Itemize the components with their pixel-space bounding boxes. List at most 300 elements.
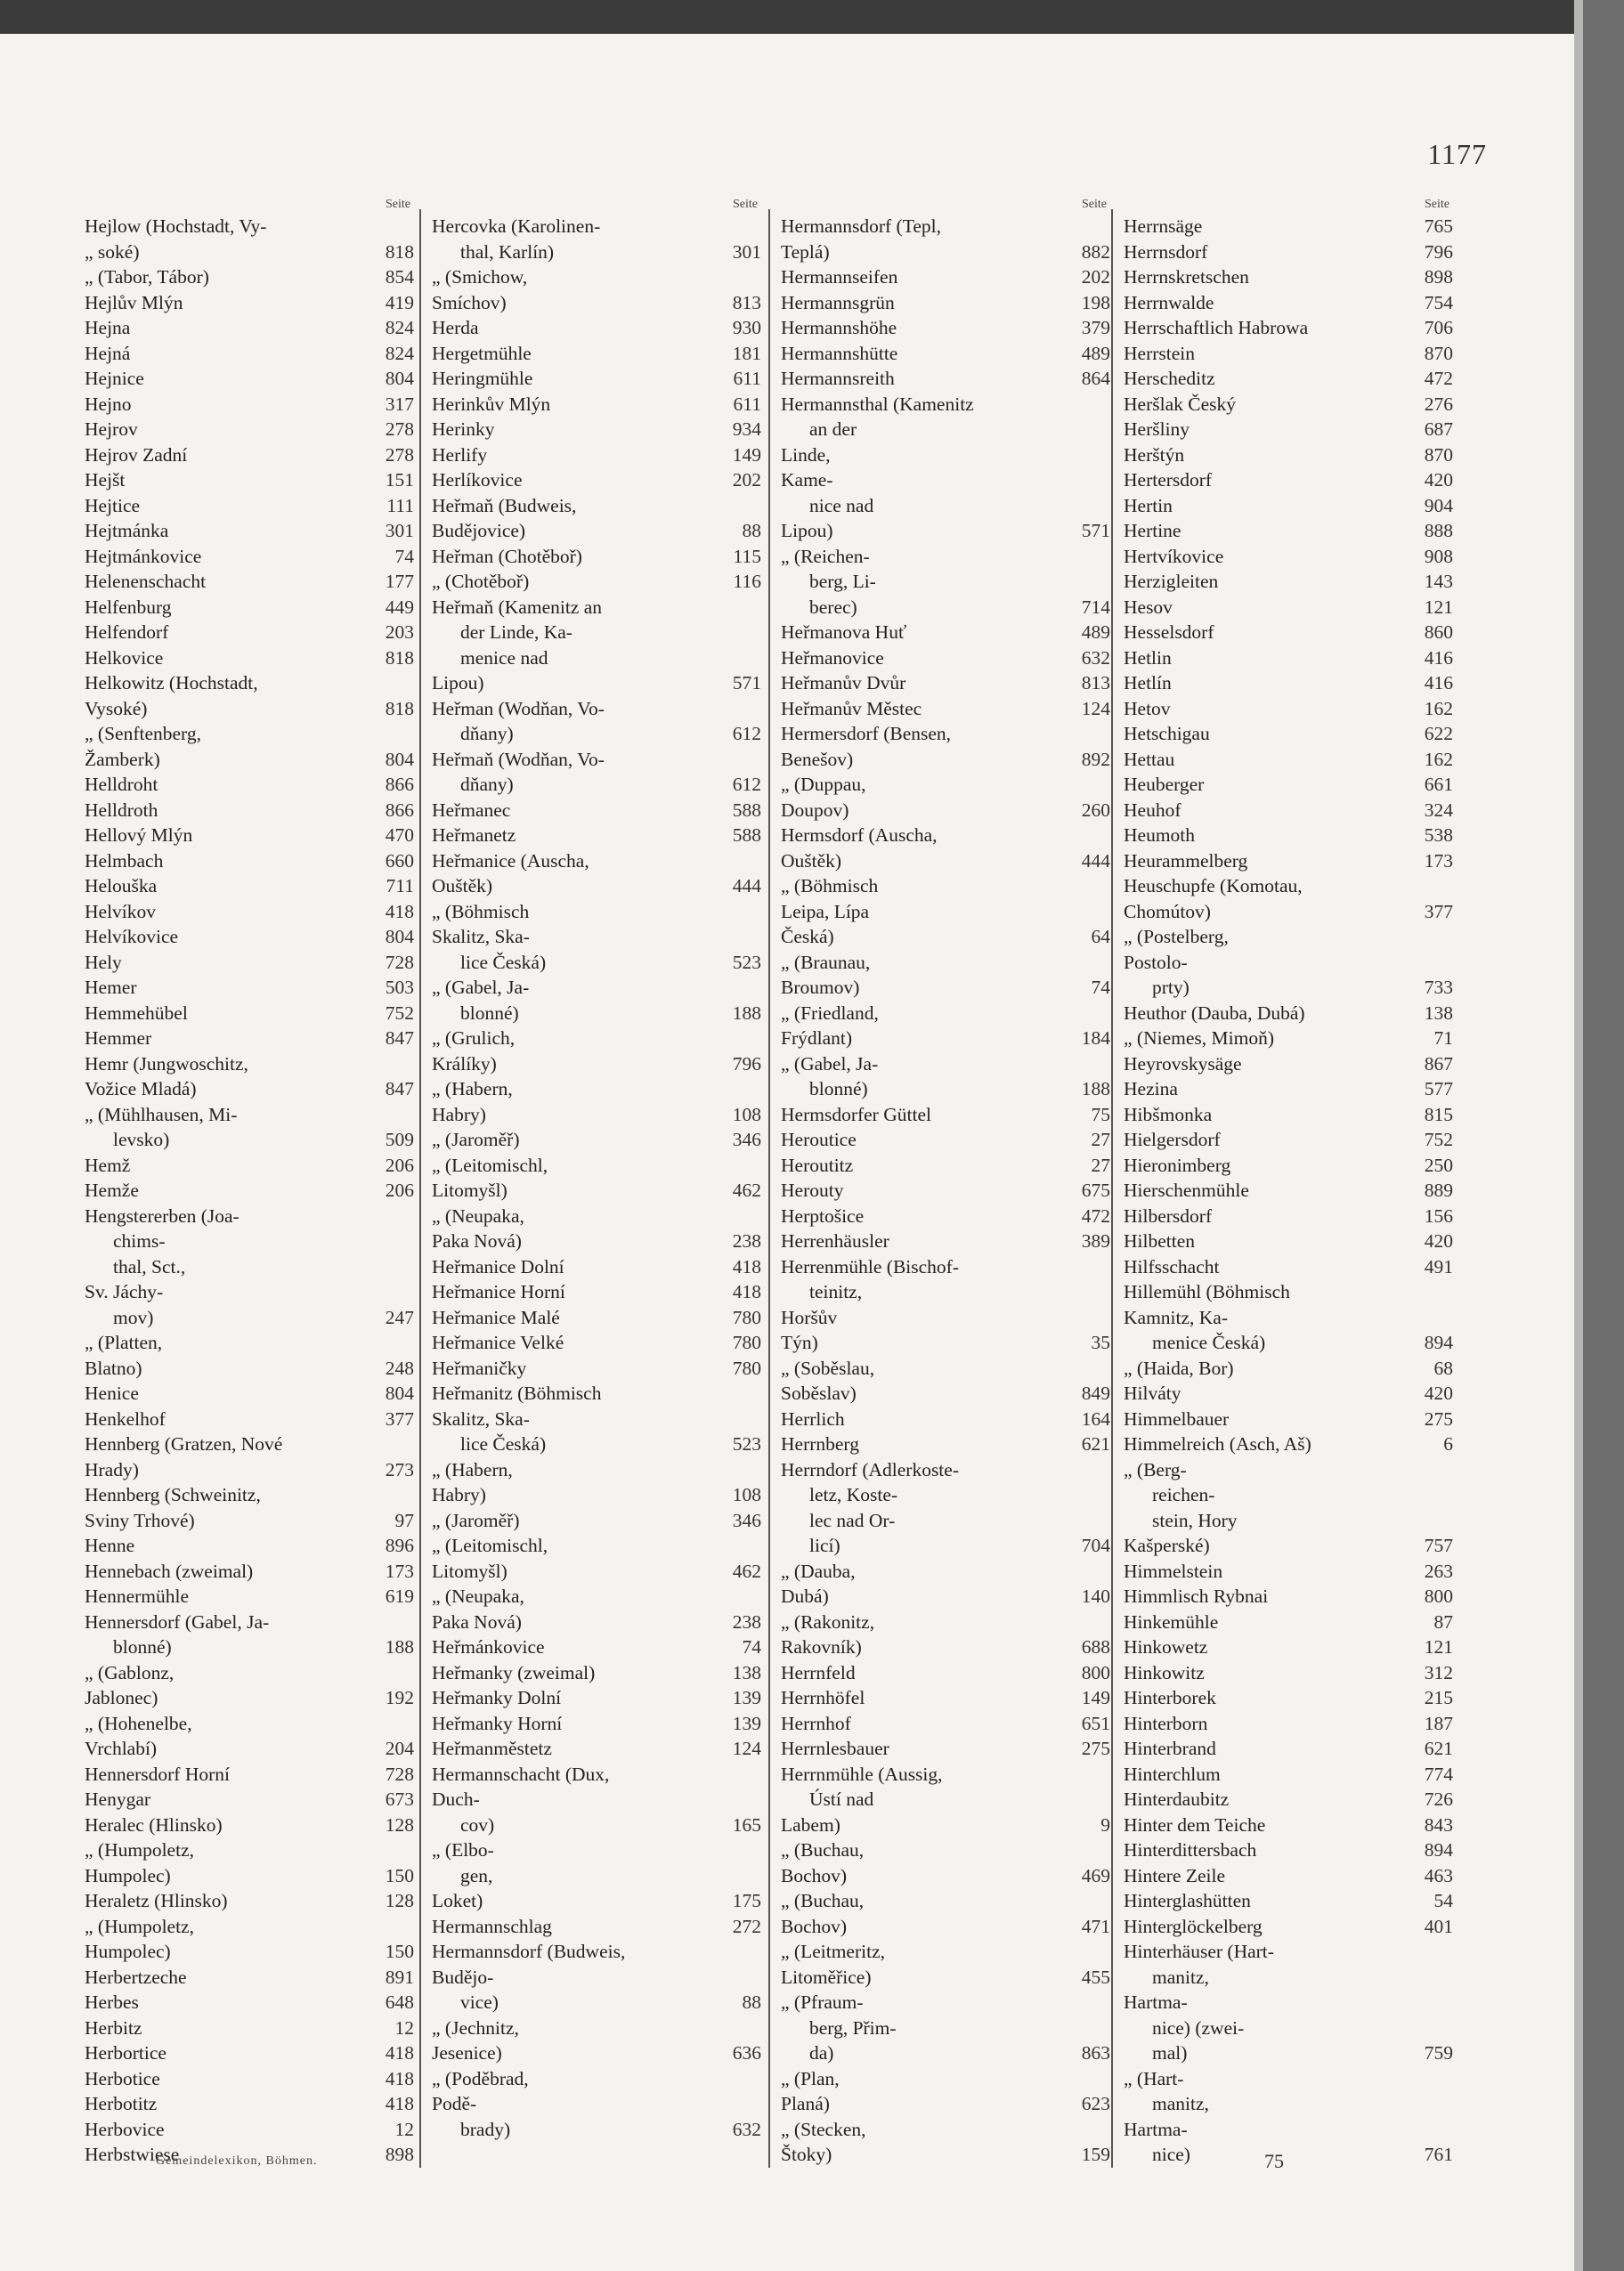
entry-place-name: „ (Grulich, bbox=[432, 1027, 516, 1049]
index-entry bbox=[781, 2040, 1110, 2066]
entry-place-name: Hejna bbox=[85, 317, 131, 338]
entry-page-ref: 688 bbox=[1081, 1636, 1110, 1658]
entry-place-name: „ (Postelberg, bbox=[1124, 926, 1229, 947]
entry-place-name: „ (Habern, bbox=[432, 1078, 513, 1099]
index-entry bbox=[432, 899, 761, 925]
entry-page-ref: 162 bbox=[1424, 748, 1453, 770]
entry-page-ref: 444 bbox=[1081, 849, 1110, 872]
entry-page-ref: 471 bbox=[1081, 1915, 1110, 1937]
entry-page-ref: 444 bbox=[732, 875, 761, 896]
index-entry bbox=[1124, 341, 1453, 367]
entry-page-ref: 651 bbox=[1081, 1712, 1110, 1734]
index-entry bbox=[432, 1610, 761, 1635]
entry-place-name: „ (Senftenberg, bbox=[85, 723, 201, 744]
index-entry bbox=[781, 518, 1110, 544]
index-entry bbox=[85, 1407, 414, 1432]
entry-place-name: Hrady) bbox=[85, 1458, 139, 1480]
entry-page-ref: 796 bbox=[732, 1052, 761, 1075]
entry-place-name: an der bbox=[809, 418, 857, 440]
entry-place-name: Štoky) bbox=[781, 2144, 832, 2165]
entry-place-name: Heralec (Hlinsko) bbox=[85, 1813, 223, 1836]
entry-place-name: Heumoth bbox=[1124, 824, 1196, 846]
entry-page-ref: 156 bbox=[1424, 1204, 1453, 1227]
index-entry bbox=[432, 595, 761, 620]
index-entry bbox=[85, 315, 414, 341]
index-entry bbox=[85, 1279, 414, 1305]
entry-place-name: Hellový Mlýn bbox=[85, 824, 193, 846]
entry-place-name: Litomyšl) bbox=[432, 1180, 508, 1201]
entry-place-name: Hillemühl (Böhmisch bbox=[1124, 1281, 1290, 1302]
entry-place-name: Sviny Trhové) bbox=[85, 1509, 195, 1531]
entry-place-name: Žamberk) bbox=[85, 748, 160, 770]
index-entry bbox=[85, 214, 414, 239]
entry-page-ref: 108 bbox=[732, 1103, 761, 1125]
entry-place-name: „ (Neupaka, bbox=[432, 1204, 524, 1227]
index-entry bbox=[781, 899, 1110, 925]
entry-place-name: Heřmanice Velké bbox=[432, 1332, 564, 1353]
entry-page-ref: 88 bbox=[742, 1991, 761, 2013]
index-entry bbox=[781, 645, 1110, 671]
entry-page-ref: 71 bbox=[1433, 1027, 1453, 1049]
index-entry bbox=[432, 392, 761, 418]
entry-page-ref: 622 bbox=[1424, 723, 1453, 744]
entry-page-ref: 64 bbox=[1091, 926, 1110, 947]
entry-page-ref: 68 bbox=[1433, 1357, 1453, 1379]
index-entry bbox=[1124, 1939, 1453, 1965]
entry-page-ref: 538 bbox=[1424, 824, 1453, 846]
entry-page-ref: 416 bbox=[1424, 672, 1453, 693]
entry-page-ref: 843 bbox=[1424, 1813, 1453, 1836]
entry-page-ref: 139 bbox=[732, 1687, 761, 1708]
index-entry bbox=[1124, 2040, 1453, 2066]
entry-page-ref: 804 bbox=[385, 926, 414, 947]
index-entry bbox=[1124, 1254, 1453, 1280]
entry-place-name: Hemže bbox=[85, 1180, 139, 1201]
index-entry bbox=[1124, 1762, 1453, 1788]
entry-page-ref: 121 bbox=[1424, 1636, 1453, 1658]
entry-place-name: Podě- bbox=[432, 2093, 477, 2114]
index-entry bbox=[85, 1102, 414, 1128]
entry-place-name: Heřmanův Městec bbox=[781, 697, 922, 719]
index-entry bbox=[781, 1762, 1110, 1788]
index-entry bbox=[1124, 2091, 1453, 2117]
entry-place-name: Heyrovskysäge bbox=[1124, 1052, 1242, 1075]
entry-place-name: Heřmanitz (Böhmisch bbox=[432, 1383, 602, 1404]
index-entry bbox=[432, 1685, 761, 1711]
entry-place-name: Herbstwiese bbox=[85, 2144, 180, 2165]
entry-page-ref: 455 bbox=[1081, 1966, 1110, 1988]
entry-place-name: thal, Karlín) bbox=[460, 240, 555, 263]
entry-place-name: Heřmanice Malé bbox=[432, 1306, 560, 1328]
entry-place-name: stein, Hory bbox=[1152, 1509, 1238, 1531]
index-entry bbox=[1124, 645, 1453, 671]
entry-place-name: Henne bbox=[85, 1535, 135, 1556]
entry-place-name: Hemr (Jungwoschitz, bbox=[85, 1052, 248, 1075]
entry-page-ref: 619 bbox=[385, 1586, 414, 1607]
entry-place-name: Hejnice bbox=[85, 368, 144, 389]
entry-place-name: mal) bbox=[1152, 2042, 1188, 2064]
entry-page-ref: 804 bbox=[385, 748, 414, 770]
index-entry bbox=[1124, 899, 1453, 925]
entry-page-ref: 418 bbox=[385, 2067, 414, 2089]
index-entry bbox=[85, 1432, 414, 1457]
index-entry bbox=[1124, 1533, 1453, 1559]
index-entry bbox=[432, 1229, 761, 1254]
entry-place-name: Vysoké) bbox=[85, 697, 148, 719]
index-entry bbox=[85, 1914, 414, 1940]
column-divider bbox=[768, 209, 770, 2168]
entry-place-name: „ (Neupaka, bbox=[432, 1586, 524, 1607]
entry-page-ref: 752 bbox=[385, 1002, 414, 1024]
entry-page-ref: 503 bbox=[385, 977, 414, 998]
entry-page-ref: 854 bbox=[385, 266, 414, 288]
entry-place-name: Loket) bbox=[432, 1890, 483, 1911]
entry-page-ref: 177 bbox=[385, 571, 414, 592]
entry-place-name: Hermannseifen bbox=[781, 266, 898, 288]
entry-page-ref: 115 bbox=[733, 545, 761, 567]
entry-place-name: Himmelstein bbox=[1124, 1560, 1223, 1582]
entry-place-name: Hennberg (Schweinitz, bbox=[85, 1484, 261, 1505]
entry-page-ref: 188 bbox=[385, 1636, 414, 1658]
entry-place-name: Helouška bbox=[85, 875, 158, 896]
index-entry bbox=[85, 1533, 414, 1559]
entry-place-name: Hielgersdorf bbox=[1124, 1129, 1221, 1150]
index-entry bbox=[85, 798, 414, 823]
index-entry bbox=[432, 873, 761, 899]
entry-place-name: Heřman (Wodňan, Vo- bbox=[432, 697, 605, 719]
index-entry bbox=[85, 2091, 414, 2117]
entry-page-ref: 780 bbox=[732, 1306, 761, 1328]
entry-place-name: Helldroth bbox=[85, 799, 158, 821]
index-entry bbox=[781, 290, 1110, 316]
index-entry bbox=[85, 1965, 414, 1991]
entry-place-name: Humpolec) bbox=[85, 1864, 171, 1886]
entry-page-ref: 824 bbox=[385, 317, 414, 338]
index-entry bbox=[85, 1229, 414, 1254]
entry-page-ref: 418 bbox=[385, 2042, 414, 2064]
entry-place-name: Sv. Jáchy- bbox=[85, 1281, 164, 1302]
index-entry bbox=[432, 1482, 761, 1508]
index-entry bbox=[1124, 1914, 1453, 1940]
entry-place-name: Herrnwalde bbox=[1124, 291, 1214, 313]
entry-place-name: Habry) bbox=[432, 1484, 486, 1505]
index-entry bbox=[781, 417, 1110, 442]
index-entry bbox=[85, 1837, 414, 1863]
index-entry bbox=[432, 1407, 761, 1432]
index-entry bbox=[781, 1305, 1110, 1331]
entry-page-ref: 847 bbox=[385, 1078, 414, 1099]
entry-place-name: Herouty bbox=[781, 1180, 844, 1201]
entry-page-ref: 324 bbox=[1424, 799, 1453, 821]
entry-place-name: „ (Chotěboř) bbox=[432, 571, 530, 592]
index-entry bbox=[781, 1787, 1110, 1813]
entry-place-name: „ (Leitmeritz, bbox=[781, 1941, 885, 1962]
entry-place-name: Hejrov Zadní bbox=[85, 443, 188, 466]
index-entry bbox=[1124, 924, 1453, 950]
index-entry bbox=[432, 1153, 761, 1179]
entry-place-name: Herrenhäusler bbox=[781, 1230, 889, 1252]
entry-page-ref: 377 bbox=[385, 1407, 414, 1430]
index-entry bbox=[85, 1888, 414, 1914]
entry-place-name: Herrnskretschen bbox=[1124, 266, 1249, 288]
index-entry bbox=[85, 1990, 414, 2016]
entry-place-name: nice nad bbox=[809, 494, 874, 516]
entry-page-ref: 12 bbox=[394, 2016, 414, 2039]
index-entry bbox=[85, 1127, 414, 1153]
index-entry bbox=[85, 1204, 414, 1229]
entry-page-ref: 346 bbox=[732, 1129, 761, 1150]
index-entry bbox=[781, 798, 1110, 823]
entry-page-ref: 202 bbox=[732, 469, 761, 491]
index-entry bbox=[1124, 1229, 1453, 1254]
index-entry bbox=[432, 239, 761, 265]
entry-page-ref: 489 bbox=[1081, 342, 1110, 364]
entry-page-ref: 238 bbox=[732, 1610, 761, 1633]
entry-place-name: Skalitz, Ska- bbox=[432, 926, 530, 947]
column-header-seite: Seite bbox=[1425, 198, 1449, 211]
index-entry bbox=[85, 1634, 414, 1660]
index-entry bbox=[432, 1533, 761, 1559]
entry-page-ref: 888 bbox=[1424, 520, 1453, 541]
index-entry bbox=[1124, 1660, 1453, 1686]
entry-place-name: „ (Leitomischl, bbox=[432, 1154, 548, 1176]
entry-page-ref: 780 bbox=[732, 1332, 761, 1353]
scan-border-top bbox=[0, 0, 1624, 34]
entry-page-ref: 418 bbox=[732, 1281, 761, 1302]
index-entry bbox=[432, 1102, 761, 1128]
index-entry bbox=[781, 239, 1110, 265]
column-header-seite: Seite bbox=[733, 198, 758, 211]
entry-place-name: Heuthor (Dauba, Dubá) bbox=[1124, 1002, 1305, 1024]
index-entry bbox=[432, 1863, 761, 1889]
index-entry bbox=[1124, 1559, 1453, 1585]
entry-place-name: Hartma- bbox=[1124, 1991, 1188, 2013]
entry-place-name: Herštýn bbox=[1124, 443, 1185, 466]
entry-page-ref: 248 bbox=[385, 1357, 414, 1379]
index-entry bbox=[1124, 1685, 1453, 1711]
entry-page-ref: 930 bbox=[732, 317, 761, 338]
entry-page-ref: 892 bbox=[1081, 748, 1110, 770]
entry-page-ref: 140 bbox=[1081, 1586, 1110, 1607]
entry-page-ref: 188 bbox=[732, 1002, 761, 1024]
index-entry bbox=[1124, 950, 1453, 976]
index-entry bbox=[1124, 417, 1453, 442]
index-entry bbox=[781, 1254, 1110, 1280]
index-entry bbox=[85, 366, 414, 392]
entry-place-name: Habry) bbox=[432, 1103, 486, 1125]
entry-place-name: Heřmanec bbox=[432, 799, 511, 821]
entry-page-ref: 260 bbox=[1081, 799, 1110, 821]
entry-page-ref: 611 bbox=[733, 368, 761, 389]
index-entry bbox=[432, 1660, 761, 1686]
index-entry bbox=[781, 544, 1110, 570]
entry-place-name: „ (Smichow, bbox=[432, 266, 528, 288]
entry-place-name: licí) bbox=[809, 1535, 840, 1556]
index-entry bbox=[85, 645, 414, 671]
index-entry bbox=[432, 1254, 761, 1280]
entry-place-name: Heřmaň (Budweis, bbox=[432, 494, 577, 516]
index-entry bbox=[85, 518, 414, 544]
entry-page-ref: 173 bbox=[1424, 849, 1453, 872]
index-entry bbox=[432, 493, 761, 519]
index-entry bbox=[85, 2016, 414, 2041]
index-entry bbox=[781, 1153, 1110, 1179]
entry-place-name: Broumov) bbox=[781, 977, 860, 998]
entry-place-name: reichen- bbox=[1152, 1484, 1215, 1505]
entry-page-ref: 726 bbox=[1424, 1788, 1453, 1810]
entry-place-name: Labem) bbox=[781, 1813, 840, 1836]
index-entry bbox=[1124, 1990, 1453, 2016]
entry-place-name: Frýdlant) bbox=[781, 1027, 853, 1049]
entry-page-ref: 273 bbox=[385, 1458, 414, 1480]
index-entry bbox=[432, 442, 761, 468]
index-entry bbox=[1124, 315, 1453, 341]
entry-page-ref: 815 bbox=[1424, 1103, 1453, 1125]
index-entry bbox=[432, 2117, 761, 2143]
index-entry bbox=[1124, 873, 1453, 899]
index-entry bbox=[432, 518, 761, 544]
entry-page-ref: 301 bbox=[732, 240, 761, 263]
entry-place-name: Helfendorf bbox=[85, 621, 169, 643]
entry-place-name: Hennberg (Gratzen, Nové bbox=[85, 1433, 283, 1455]
entry-page-ref: 523 bbox=[732, 1433, 761, 1455]
index-entry bbox=[781, 747, 1110, 773]
entry-place-name: gen, bbox=[460, 1864, 493, 1886]
entry-page-ref: 12 bbox=[394, 2118, 414, 2140]
entry-page-ref: 301 bbox=[385, 520, 414, 541]
entry-page-ref: 206 bbox=[385, 1180, 414, 1201]
index-entry bbox=[1124, 1482, 1453, 1508]
entry-page-ref: 389 bbox=[1081, 1230, 1110, 1252]
index-entry bbox=[432, 747, 761, 773]
index-entry bbox=[1124, 1736, 1453, 1762]
index-entry bbox=[1124, 1381, 1453, 1407]
entry-place-name: „ (Jaroměř) bbox=[432, 1129, 520, 1150]
entry-page-ref: 138 bbox=[1424, 1002, 1453, 1024]
index-entry bbox=[781, 1330, 1110, 1356]
index-entry bbox=[1124, 798, 1453, 823]
index-entry bbox=[781, 1381, 1110, 1407]
entry-page-ref: 108 bbox=[732, 1484, 761, 1505]
entry-page-ref: 420 bbox=[1424, 1383, 1453, 1404]
entry-place-name: Hertine bbox=[1124, 520, 1181, 541]
entry-place-name: Budějovice) bbox=[432, 520, 526, 541]
entry-page-ref: 203 bbox=[385, 621, 414, 643]
entry-page-ref: 198 bbox=[1081, 291, 1110, 313]
index-entry bbox=[1124, 239, 1453, 265]
index-entry bbox=[1124, 1610, 1453, 1635]
index-entry bbox=[1124, 264, 1453, 290]
index-entry bbox=[85, 823, 414, 848]
entry-page-ref: 139 bbox=[732, 1712, 761, 1734]
entry-place-name: „ (Gabel, Ja- bbox=[781, 1052, 879, 1075]
index-entry bbox=[85, 873, 414, 899]
entry-place-name: „ (Jechnitz, bbox=[432, 2016, 519, 2039]
index-entry bbox=[85, 1559, 414, 1585]
index-entry bbox=[432, 2040, 761, 2066]
index-column-2 bbox=[432, 198, 761, 2142]
entry-page-ref: 124 bbox=[732, 1738, 761, 1759]
index-entry bbox=[1124, 1457, 1453, 1483]
index-entry bbox=[432, 1813, 761, 1838]
entry-page-ref: 247 bbox=[385, 1306, 414, 1328]
entry-page-ref: 187 bbox=[1424, 1712, 1453, 1734]
entry-place-name: Hinterglöckelberg bbox=[1124, 1915, 1263, 1937]
entry-place-name: mov) bbox=[113, 1306, 154, 1328]
entry-page-ref: 420 bbox=[1424, 1230, 1453, 1252]
entry-place-name: „ (Humpoletz, bbox=[85, 1915, 194, 1937]
index-entry bbox=[1124, 1001, 1453, 1026]
entry-page-ref: 813 bbox=[732, 291, 761, 313]
entry-place-name: Hezina bbox=[1124, 1078, 1178, 1099]
index-entry bbox=[85, 1076, 414, 1102]
index-entry bbox=[781, 1279, 1110, 1305]
index-entry bbox=[781, 1026, 1110, 1051]
entry-place-name: manitz, bbox=[1152, 2093, 1209, 2114]
entry-page-ref: 377 bbox=[1424, 900, 1453, 922]
index-entry bbox=[1124, 1178, 1453, 1204]
index-entry bbox=[85, 1381, 414, 1407]
index-entry bbox=[432, 544, 761, 570]
index-entry bbox=[432, 924, 761, 950]
index-entry bbox=[85, 670, 414, 696]
entry-place-name: Herrlich bbox=[781, 1407, 845, 1430]
entry-place-name: Jesenice) bbox=[432, 2042, 502, 2064]
entry-place-name: Herrnberg bbox=[781, 1433, 859, 1455]
entry-place-name: Helvíkovice bbox=[85, 926, 179, 947]
index-entry bbox=[781, 721, 1110, 747]
index-entry bbox=[1124, 2066, 1453, 2092]
entry-place-name: Heřmanky Dolní bbox=[432, 1687, 562, 1708]
index-entry bbox=[432, 2091, 761, 2117]
index-entry bbox=[781, 1457, 1110, 1483]
index-entry bbox=[1124, 1279, 1453, 1305]
index-entry bbox=[1124, 1026, 1453, 1051]
entry-place-name: Hinterglashütten bbox=[1124, 1890, 1251, 1911]
entry-place-name: „ (Berg- bbox=[1124, 1458, 1187, 1480]
entry-place-name: Hertvíkovice bbox=[1124, 545, 1224, 567]
entry-page-ref: 648 bbox=[385, 1991, 414, 2013]
entry-place-name: chims- bbox=[113, 1230, 166, 1252]
index-entry bbox=[781, 1204, 1110, 1229]
entry-place-name: Budějo- bbox=[432, 1966, 494, 1988]
index-entry bbox=[1124, 747, 1453, 773]
entry-place-name: „ (Friedland, bbox=[781, 1002, 879, 1024]
entry-page-ref: 621 bbox=[1424, 1738, 1453, 1759]
index-entry bbox=[85, 569, 414, 595]
index-entry bbox=[781, 392, 1110, 418]
entry-place-name: Blatno) bbox=[85, 1357, 142, 1379]
index-entry bbox=[1124, 696, 1453, 722]
entry-place-name: „ (Tabor, Tábor) bbox=[85, 266, 209, 288]
index-entry bbox=[85, 1508, 414, 1534]
entry-page-ref: 164 bbox=[1081, 1407, 1110, 1430]
entry-place-name: Teplá) bbox=[781, 240, 830, 263]
entry-place-name: Helfenburg bbox=[85, 596, 172, 618]
entry-page-ref: 774 bbox=[1424, 1763, 1453, 1785]
entry-place-name: Herrnhof bbox=[781, 1712, 851, 1734]
entry-page-ref: 128 bbox=[385, 1890, 414, 1911]
entry-place-name: Heřmanměstetz bbox=[432, 1738, 552, 1759]
entry-place-name: Linde, bbox=[781, 443, 831, 466]
index-entry bbox=[85, 1051, 414, 1077]
index-entry bbox=[432, 950, 761, 976]
entry-page-ref: 577 bbox=[1424, 1078, 1453, 1099]
index-entry bbox=[1124, 1508, 1453, 1534]
entry-page-ref: 276 bbox=[1424, 393, 1453, 415]
entry-page-ref: 143 bbox=[1424, 571, 1453, 592]
entry-page-ref: 765 bbox=[1424, 215, 1453, 237]
